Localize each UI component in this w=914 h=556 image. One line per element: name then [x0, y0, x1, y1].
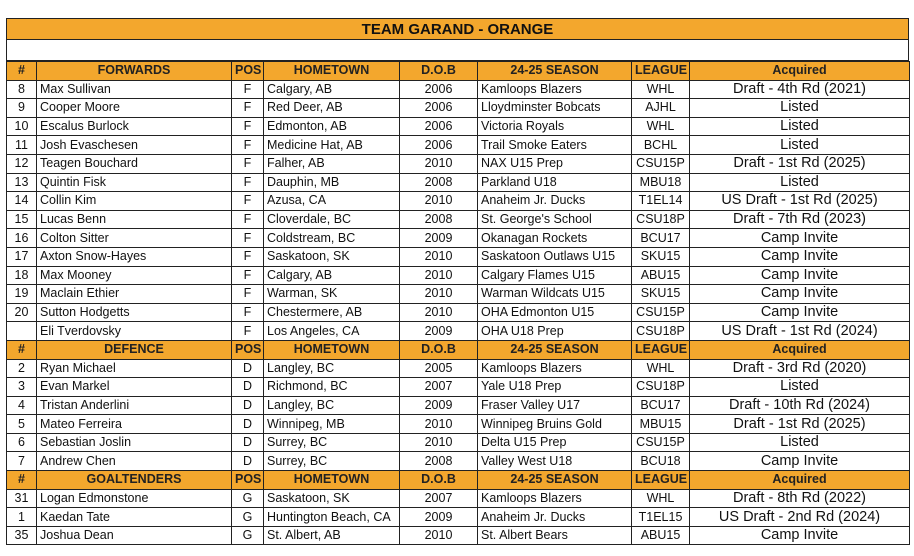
table-row: [7, 526, 910, 545]
player-acquired: Draft - 10th Rd (2024): [690, 396, 910, 415]
table-row: [7, 192, 910, 211]
player-dob: 2006: [400, 136, 478, 155]
player-name: Maclain Ethier: [37, 285, 232, 304]
player-name: Max Mooney: [37, 266, 232, 285]
player-dob: 2010: [400, 415, 478, 434]
player-league: SKU15: [632, 285, 690, 304]
player-position: F: [232, 80, 264, 99]
player-name: Andrew Chen: [37, 452, 232, 471]
player-name: Colton Sitter: [37, 229, 232, 248]
player-position: F: [232, 154, 264, 173]
roster-table: [6, 61, 910, 545]
player-dob: 2006: [400, 99, 478, 118]
player-hometown: Medicine Hat, AB: [264, 136, 400, 155]
player-dob: 2010: [400, 154, 478, 173]
player-name: Lucas Benn: [37, 210, 232, 229]
player-dob: 2010: [400, 247, 478, 266]
table-row: [7, 154, 910, 173]
player-acquired: Camp Invite: [690, 266, 910, 285]
header-season: 24-25 SEASON: [478, 62, 632, 81]
header-hometown: HOMETOWN: [264, 340, 400, 359]
player-position: F: [232, 136, 264, 155]
player-number: 17: [7, 247, 37, 266]
player-league: CSU15P: [632, 433, 690, 452]
header-acquired: Acquired: [690, 62, 910, 81]
player-position: F: [232, 322, 264, 341]
player-acquired: Draft - 1st Rd (2025): [690, 415, 910, 434]
player-name: Evan Markel: [37, 378, 232, 397]
player-number: 7: [7, 452, 37, 471]
player-league: T1EL15: [632, 508, 690, 527]
player-number: 16: [7, 229, 37, 248]
roster-sheet: [6, 18, 909, 545]
player-dob: 2010: [400, 303, 478, 322]
table-row: [7, 489, 910, 508]
player-hometown: Calgary, AB: [264, 266, 400, 285]
table-row: [7, 99, 910, 118]
player-hometown: Cloverdale, BC: [264, 210, 400, 229]
player-name: Escalus Burlock: [37, 117, 232, 136]
player-season-team: OHA Edmonton U15: [478, 303, 632, 322]
player-acquired: Draft - 4th Rd (2021): [690, 80, 910, 99]
player-name: Mateo Ferreira: [37, 415, 232, 434]
table-row: [7, 433, 910, 452]
player-position: F: [232, 117, 264, 136]
player-league: CSU15P: [632, 154, 690, 173]
player-position: F: [232, 210, 264, 229]
player-position: F: [232, 192, 264, 211]
player-season-team: Winnipeg Bruins Gold: [478, 415, 632, 434]
table-row: [7, 322, 910, 341]
section-group-header: FORWARDS: [37, 62, 232, 81]
player-dob: 2006: [400, 80, 478, 99]
player-league: WHL: [632, 117, 690, 136]
header-position: POS: [232, 471, 264, 490]
player-acquired: Camp Invite: [690, 452, 910, 471]
player-number: 31: [7, 489, 37, 508]
player-position: D: [232, 396, 264, 415]
table-row: [7, 266, 910, 285]
table-row: [7, 378, 910, 397]
player-number: 13: [7, 173, 37, 192]
player-dob: 2010: [400, 526, 478, 545]
player-hometown: Los Angeles, CA: [264, 322, 400, 341]
section-header-row: [7, 340, 910, 359]
player-number: [7, 322, 37, 341]
section-group-header: DEFENCE: [37, 340, 232, 359]
player-number: 15: [7, 210, 37, 229]
header-season: 24-25 SEASON: [478, 340, 632, 359]
player-hometown: Coldstream, BC: [264, 229, 400, 248]
player-acquired: Camp Invite: [690, 526, 910, 545]
player-acquired: US Draft - 2nd Rd (2024): [690, 508, 910, 527]
player-league: CSU15P: [632, 303, 690, 322]
player-season-team: Kamloops Blazers: [478, 489, 632, 508]
player-acquired: Camp Invite: [690, 285, 910, 304]
player-number: 10: [7, 117, 37, 136]
player-hometown: Edmonton, AB: [264, 117, 400, 136]
player-season-team: Anaheim Jr. Ducks: [478, 192, 632, 211]
player-name: Sutton Hodgetts: [37, 303, 232, 322]
player-number: 9: [7, 99, 37, 118]
player-position: F: [232, 173, 264, 192]
player-hometown: Huntington Beach, CA: [264, 508, 400, 527]
player-name: Eli Tverdovsky: [37, 322, 232, 341]
player-acquired: Listed: [690, 433, 910, 452]
player-dob: 2010: [400, 285, 478, 304]
player-dob: 2010: [400, 192, 478, 211]
header-number: #: [7, 340, 37, 359]
player-acquired: Draft - 8th Rd (2022): [690, 489, 910, 508]
player-number: 11: [7, 136, 37, 155]
player-league: MBU15: [632, 415, 690, 434]
player-name: Sebastian Joslin: [37, 433, 232, 452]
header-number: #: [7, 62, 37, 81]
player-league: T1EL14: [632, 192, 690, 211]
player-league: MBU18: [632, 173, 690, 192]
header-acquired: Acquired: [690, 471, 910, 490]
player-position: F: [232, 303, 264, 322]
player-hometown: Chestermere, AB: [264, 303, 400, 322]
player-season-team: NAX U15 Prep: [478, 154, 632, 173]
header-acquired: Acquired: [690, 340, 910, 359]
table-row: [7, 508, 910, 527]
player-name: Kaedan Tate: [37, 508, 232, 527]
table-row: [7, 359, 910, 378]
player-hometown: Red Deer, AB: [264, 99, 400, 118]
player-league: SKU15: [632, 247, 690, 266]
header-hometown: HOMETOWN: [264, 62, 400, 81]
player-number: 2: [7, 359, 37, 378]
player-season-team: Parkland U18: [478, 173, 632, 192]
player-hometown: Azusa, CA: [264, 192, 400, 211]
player-number: 3: [7, 378, 37, 397]
player-season-team: Kamloops Blazers: [478, 359, 632, 378]
player-dob: 2008: [400, 210, 478, 229]
player-acquired: Camp Invite: [690, 303, 910, 322]
header-position: POS: [232, 340, 264, 359]
player-league: AJHL: [632, 99, 690, 118]
player-acquired: Camp Invite: [690, 247, 910, 266]
player-hometown: Langley, BC: [264, 396, 400, 415]
player-number: 5: [7, 415, 37, 434]
table-row: [7, 285, 910, 304]
table-row: [7, 303, 910, 322]
player-season-team: Saskatoon Outlaws U15: [478, 247, 632, 266]
player-league: BCU18: [632, 452, 690, 471]
player-name: Tristan Anderlini: [37, 396, 232, 415]
player-number: 12: [7, 154, 37, 173]
player-acquired: Listed: [690, 117, 910, 136]
player-league: WHL: [632, 489, 690, 508]
player-season-team: Okanagan Rockets: [478, 229, 632, 248]
player-position: D: [232, 415, 264, 434]
player-acquired: Draft - 3rd Rd (2020): [690, 359, 910, 378]
player-number: 1: [7, 508, 37, 527]
player-hometown: Warman, SK: [264, 285, 400, 304]
player-position: F: [232, 285, 264, 304]
header-league: LEAGUE: [632, 340, 690, 359]
player-name: Ryan Michael: [37, 359, 232, 378]
player-position: F: [232, 99, 264, 118]
table-row: [7, 80, 910, 99]
player-season-team: Anaheim Jr. Ducks: [478, 508, 632, 527]
player-position: G: [232, 489, 264, 508]
header-dob: D.O.B: [400, 62, 478, 81]
header-position: POS: [232, 62, 264, 81]
table-row: [7, 415, 910, 434]
player-number: 8: [7, 80, 37, 99]
section-header-row: [7, 471, 910, 490]
header-league: LEAGUE: [632, 471, 690, 490]
player-number: 20: [7, 303, 37, 322]
player-position: G: [232, 526, 264, 545]
player-dob: 2007: [400, 378, 478, 397]
player-hometown: Saskatoon, SK: [264, 247, 400, 266]
player-league: WHL: [632, 80, 690, 99]
player-league: BCHL: [632, 136, 690, 155]
player-hometown: Saskatoon, SK: [264, 489, 400, 508]
table-row: [7, 452, 910, 471]
header-league: LEAGUE: [632, 62, 690, 81]
player-acquired: US Draft - 1st Rd (2024): [690, 322, 910, 341]
player-name: Logan Edmonstone: [37, 489, 232, 508]
player-number: 19: [7, 285, 37, 304]
player-acquired: Listed: [690, 378, 910, 397]
header-dob: D.O.B: [400, 340, 478, 359]
player-league: WHL: [632, 359, 690, 378]
player-hometown: Winnipeg, MB: [264, 415, 400, 434]
player-season-team: OHA U18 Prep: [478, 322, 632, 341]
table-row: [7, 136, 910, 155]
header-season: 24-25 SEASON: [478, 471, 632, 490]
table-row: [7, 173, 910, 192]
player-season-team: Kamloops Blazers: [478, 80, 632, 99]
table-row: [7, 396, 910, 415]
player-season-team: Trail Smoke Eaters: [478, 136, 632, 155]
player-dob: 2010: [400, 433, 478, 452]
player-acquired: Listed: [690, 136, 910, 155]
player-hometown: Langley, BC: [264, 359, 400, 378]
player-league: BCU17: [632, 229, 690, 248]
player-season-team: Lloydminster Bobcats: [478, 99, 632, 118]
player-position: F: [232, 247, 264, 266]
player-name: Max Sullivan: [37, 80, 232, 99]
player-name: Cooper Moore: [37, 99, 232, 118]
player-acquired: Draft - 7th Rd (2023): [690, 210, 910, 229]
player-season-team: St. George's School: [478, 210, 632, 229]
team-title: TEAM GARAND - ORANGE: [6, 18, 909, 40]
player-dob: 2009: [400, 508, 478, 527]
player-acquired: US Draft - 1st Rd (2025): [690, 192, 910, 211]
player-position: D: [232, 433, 264, 452]
player-hometown: Calgary, AB: [264, 80, 400, 99]
player-dob: 2005: [400, 359, 478, 378]
player-number: 4: [7, 396, 37, 415]
player-hometown: Surrey, BC: [264, 452, 400, 471]
player-dob: 2009: [400, 322, 478, 341]
player-season-team: Yale U18 Prep: [478, 378, 632, 397]
player-season-team: Victoria Royals: [478, 117, 632, 136]
player-dob: 2009: [400, 229, 478, 248]
player-hometown: Dauphin, MB: [264, 173, 400, 192]
player-dob: 2009: [400, 396, 478, 415]
blank-row: [6, 40, 909, 61]
player-season-team: Fraser Valley U17: [478, 396, 632, 415]
player-name: Collin Kim: [37, 192, 232, 211]
player-dob: 2010: [400, 266, 478, 285]
player-name: Teagen Bouchard: [37, 154, 232, 173]
player-league: ABU15: [632, 526, 690, 545]
section-group-header: GOALTENDERS: [37, 471, 232, 490]
player-position: F: [232, 266, 264, 285]
player-hometown: Richmond, BC: [264, 378, 400, 397]
player-acquired: Camp Invite: [690, 229, 910, 248]
player-number: 18: [7, 266, 37, 285]
player-position: D: [232, 452, 264, 471]
player-season-team: Calgary Flames U15: [478, 266, 632, 285]
table-row: [7, 229, 910, 248]
player-hometown: St. Albert, AB: [264, 526, 400, 545]
player-name: Joshua Dean: [37, 526, 232, 545]
player-season-team: Warman Wildcats U15: [478, 285, 632, 304]
player-season-team: St. Albert Bears: [478, 526, 632, 545]
player-acquired: Draft - 1st Rd (2025): [690, 154, 910, 173]
player-acquired: Listed: [690, 173, 910, 192]
player-league: CSU18P: [632, 378, 690, 397]
player-number: 14: [7, 192, 37, 211]
table-row: [7, 247, 910, 266]
player-number: 35: [7, 526, 37, 545]
player-name: Axton Snow-Hayes: [37, 247, 232, 266]
player-name: Quintin Fisk: [37, 173, 232, 192]
player-league: CSU18P: [632, 322, 690, 341]
player-league: BCU17: [632, 396, 690, 415]
player-position: D: [232, 359, 264, 378]
section-header-row: [7, 62, 910, 81]
player-league: ABU15: [632, 266, 690, 285]
table-row: [7, 117, 910, 136]
player-hometown: Surrey, BC: [264, 433, 400, 452]
player-hometown: Falher, AB: [264, 154, 400, 173]
player-dob: 2008: [400, 452, 478, 471]
player-season-team: Delta U15 Prep: [478, 433, 632, 452]
table-row: [7, 210, 910, 229]
header-dob: D.O.B: [400, 471, 478, 490]
player-league: CSU18P: [632, 210, 690, 229]
player-name: Josh Evaschesen: [37, 136, 232, 155]
player-position: D: [232, 378, 264, 397]
player-number: 6: [7, 433, 37, 452]
player-dob: 2007: [400, 489, 478, 508]
player-position: F: [232, 229, 264, 248]
header-number: #: [7, 471, 37, 490]
player-season-team: Valley West U18: [478, 452, 632, 471]
player-dob: 2006: [400, 117, 478, 136]
player-acquired: Listed: [690, 99, 910, 118]
header-hometown: HOMETOWN: [264, 471, 400, 490]
player-position: G: [232, 508, 264, 527]
player-dob: 2008: [400, 173, 478, 192]
